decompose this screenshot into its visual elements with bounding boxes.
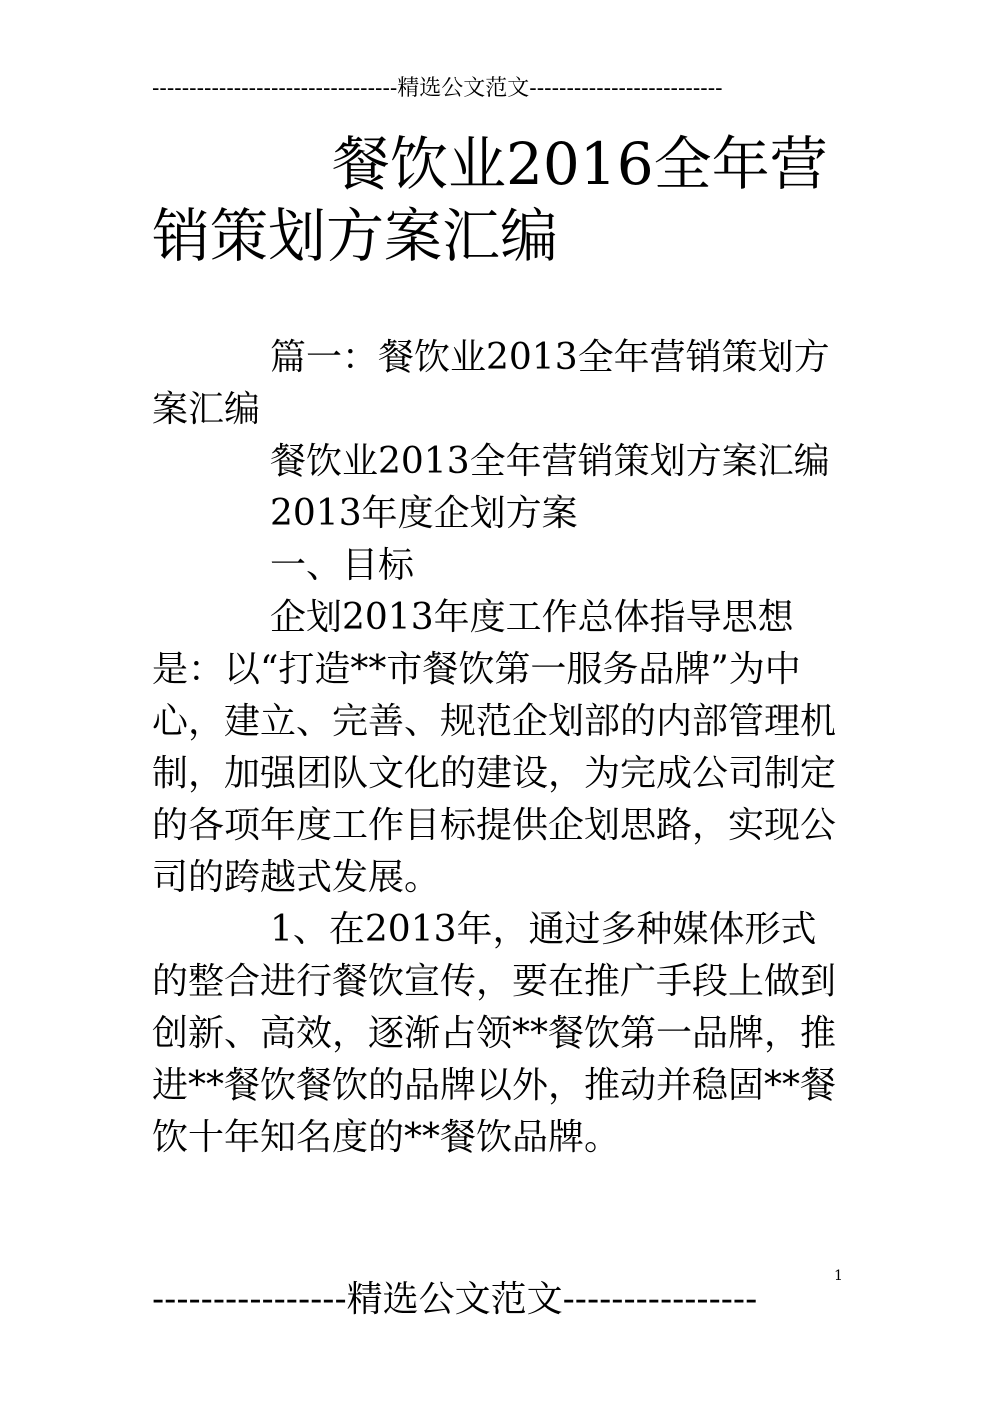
section-heading: 篇一：餐饮业2013全年营销策划方案汇编	[152, 337, 830, 430]
document-body	[152, 332, 842, 1164]
page-number: 1	[834, 1268, 843, 1284]
document-title: 餐饮业2016全年营销策划方案汇编	[152, 130, 828, 270]
body-paragraph: 1、在2013年，通过多种媒体形式的整合进行餐饮宣传，要在推广手段上做到创新、高效，逐渐占领**餐饮第一品牌，推进**餐饮餐饮的品牌以外，推动并稳固**餐饮十年知名度的**餐饮品牌。	[152, 909, 837, 1158]
page-footer: ----------------精选公文范文----------------	[152, 1279, 758, 1320]
goal-heading: 一、目标	[270, 545, 415, 586]
page-header: ---------------------------------精选公文范文--------------------------	[152, 76, 723, 101]
body-paragraph: 企划2013年度工作总体指导思想是：以“打造**市餐饮第一服务品牌”为中心，建立、完善、规范企划部的内部管理机制，加强团队文化的建设，为完成公司制定的各项年度工作目标提供企划思路，实现公司的跨越式发展。	[152, 597, 837, 898]
subtitle: 餐饮业2013全年营销策划方案汇编	[270, 441, 830, 482]
plan-title: 2013年度企划方案	[270, 493, 578, 534]
